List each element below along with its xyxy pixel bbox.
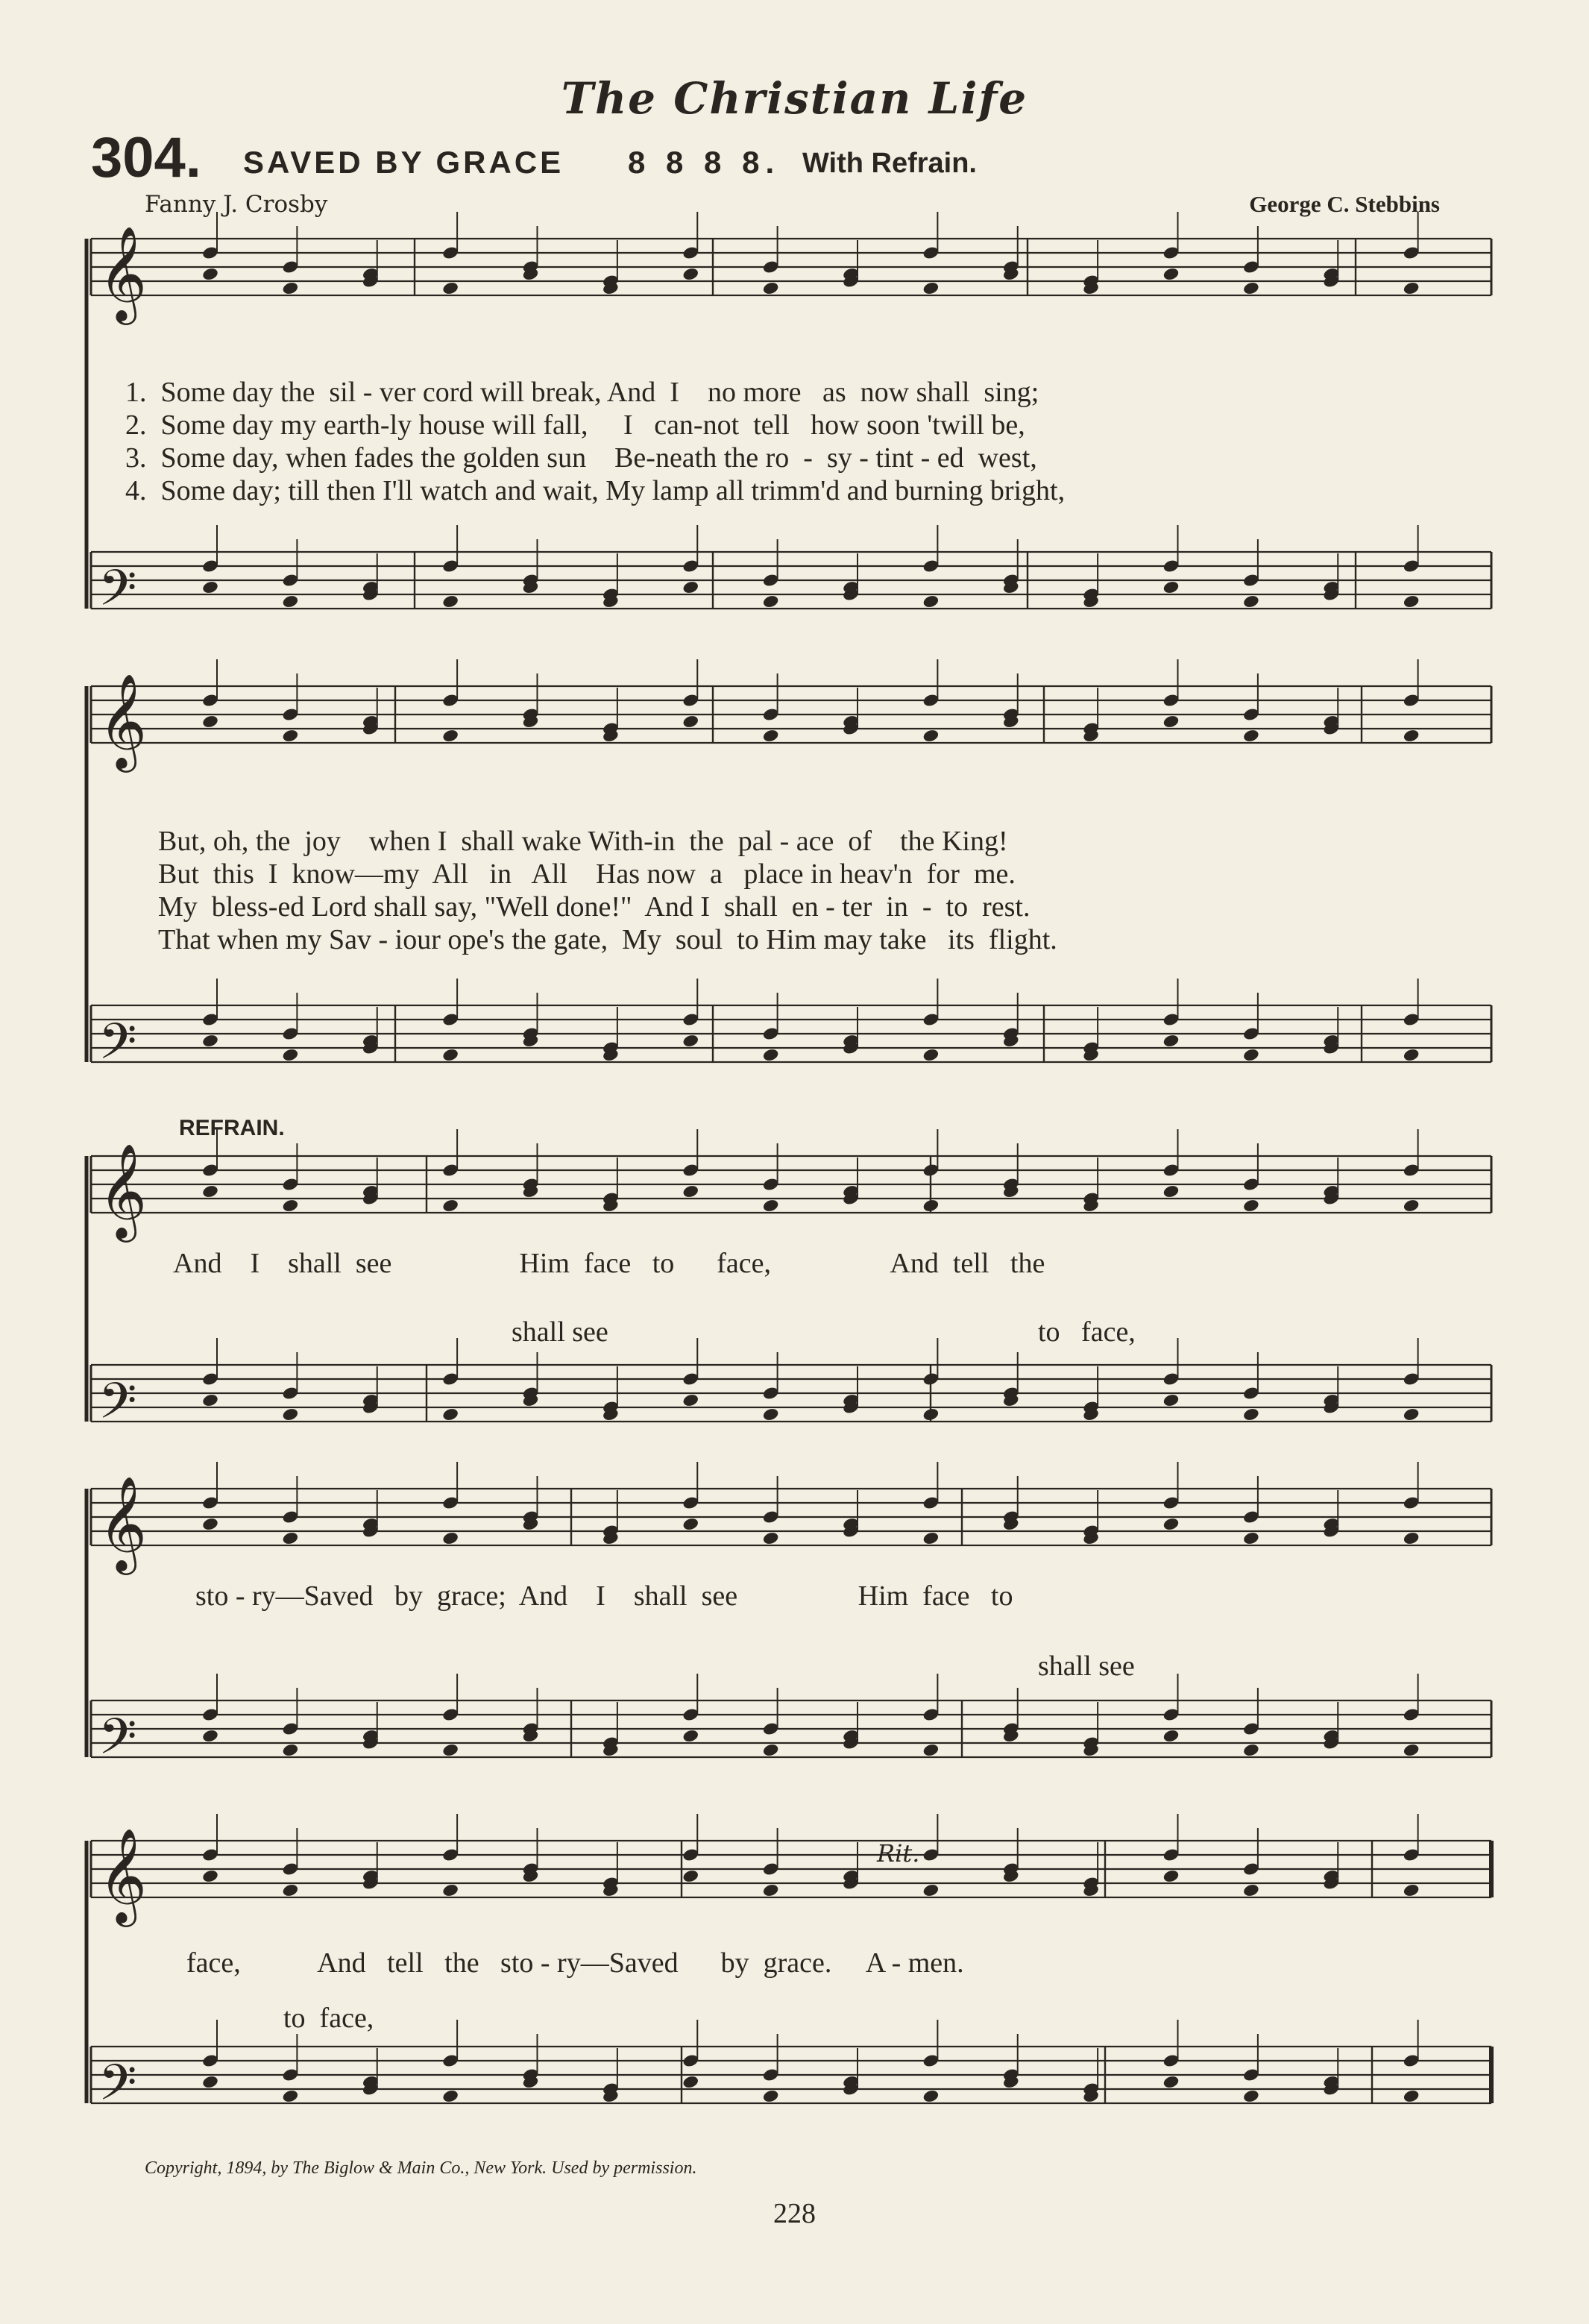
note-head bbox=[441, 594, 459, 609]
note-head bbox=[201, 2075, 219, 2090]
author-credit: Fanny J. Crosby bbox=[145, 191, 328, 218]
note-head bbox=[762, 281, 780, 296]
note-head bbox=[201, 1869, 219, 1884]
note-head bbox=[922, 1883, 940, 1898]
note-head bbox=[201, 1729, 219, 1744]
note-head bbox=[201, 580, 219, 595]
treble-clef-icon: 𝄞 bbox=[98, 1143, 148, 1238]
note-head bbox=[762, 1199, 780, 1213]
note-head bbox=[201, 1034, 219, 1049]
composer-credit: George C. Stebbins bbox=[1249, 191, 1440, 217]
note-head bbox=[1403, 729, 1420, 744]
note-head bbox=[1162, 1729, 1180, 1744]
note-head bbox=[282, 2089, 300, 2104]
note-head bbox=[922, 1407, 940, 1422]
note-head bbox=[762, 1743, 780, 1758]
note-head bbox=[1242, 281, 1260, 296]
note-head bbox=[922, 1743, 940, 1758]
note-head bbox=[1242, 1883, 1260, 1898]
bass-clef-icon: 𝄢 bbox=[98, 2054, 137, 2123]
verse-4-line-1: 4. Some day; till then I'll watch and wait, My lamp all trimm'd and burning bright, bbox=[125, 475, 1066, 506]
note-head bbox=[441, 281, 459, 296]
note-head bbox=[282, 1048, 300, 1063]
note-head bbox=[282, 1883, 300, 1898]
hymn-number: 304. bbox=[91, 126, 201, 189]
refrain-line-3: face, And tell the sto - ry—Saved by grace. A - men. bbox=[186, 1947, 964, 1979]
note-head bbox=[441, 1048, 459, 1063]
note-head bbox=[1242, 2089, 1260, 2104]
treble-clef-icon: 𝄞 bbox=[98, 1475, 148, 1571]
page-number: 228 bbox=[773, 2198, 816, 2229]
verse-1-line-1: 1. Some day the sil - ver cord will break, And I no more as now shall sing; bbox=[125, 377, 1039, 408]
refrain-bass-lyric-c: shall see bbox=[1038, 1651, 1135, 1682]
note-head bbox=[922, 1531, 940, 1546]
note-head bbox=[441, 1407, 459, 1422]
note-head bbox=[1242, 594, 1260, 609]
note-head bbox=[282, 729, 300, 744]
note-head bbox=[201, 1393, 219, 1408]
note-head bbox=[922, 1199, 940, 1213]
note-head bbox=[922, 2089, 940, 2104]
ritardando-marking: Rit. bbox=[877, 1839, 920, 1868]
hymn-meter: 8 8 8 8. bbox=[628, 145, 781, 180]
note-head bbox=[682, 267, 699, 282]
verse-1-line-2: But, oh, the joy when I shall wake With-in the pal - ace of the King! bbox=[158, 826, 1008, 857]
treble-clef-icon: 𝄞 bbox=[98, 673, 148, 768]
note-head bbox=[282, 1531, 300, 1546]
note-head bbox=[922, 1048, 940, 1063]
note-head bbox=[1403, 281, 1420, 296]
note-head bbox=[1162, 1869, 1180, 1884]
verse-2-line-2: But this I know—my All in All Has now a place in heav'n for me. bbox=[158, 858, 1016, 890]
note-head bbox=[682, 1517, 699, 1532]
refrain-bass-lyric-a: shall see bbox=[512, 1316, 608, 1348]
note-head bbox=[762, 1883, 780, 1898]
note-head bbox=[682, 2075, 699, 2090]
note-head bbox=[441, 1743, 459, 1758]
note-head bbox=[441, 2089, 459, 2104]
note-head bbox=[201, 1184, 219, 1199]
treble-clef-icon: 𝄞 bbox=[98, 1827, 148, 1923]
note-head bbox=[922, 281, 940, 296]
note-head bbox=[1403, 594, 1420, 609]
note-head bbox=[1242, 1048, 1260, 1063]
bass-clef-icon: 𝄢 bbox=[98, 1013, 137, 1082]
note-head bbox=[1403, 1199, 1420, 1213]
note-head bbox=[1403, 1743, 1420, 1758]
note-head bbox=[1403, 1883, 1420, 1898]
note-head bbox=[282, 1199, 300, 1213]
note-head bbox=[1242, 729, 1260, 744]
note-head bbox=[682, 1393, 699, 1408]
note-head bbox=[1162, 1393, 1180, 1408]
note-head bbox=[1242, 1743, 1260, 1758]
hymn-title: SAVED BY GRACE bbox=[243, 145, 564, 180]
hymn-refrain-note: With Refrain. bbox=[802, 148, 977, 179]
note-head bbox=[682, 1034, 699, 1049]
note-head bbox=[762, 1531, 780, 1546]
bass-clef-icon: 𝄢 bbox=[98, 1372, 137, 1442]
note-head bbox=[1403, 1407, 1420, 1422]
refrain-line-2: sto - ry—Saved by grace; And I shall see Him face to bbox=[195, 1580, 1013, 1612]
refrain-bass-lyric-b: to face, bbox=[1038, 1316, 1136, 1348]
note-head bbox=[682, 1729, 699, 1744]
note-head bbox=[1403, 1048, 1420, 1063]
note-head bbox=[441, 1531, 459, 1546]
bass-clef-icon: 𝄢 bbox=[98, 1708, 137, 1777]
note-head bbox=[201, 715, 219, 729]
note-head bbox=[762, 729, 780, 744]
note-head bbox=[1242, 1531, 1260, 1546]
note-head bbox=[441, 1883, 459, 1898]
note-head bbox=[441, 1199, 459, 1213]
refrain-bass-lyric-d: to face, bbox=[283, 2003, 374, 2034]
note-head bbox=[282, 281, 300, 296]
note-head bbox=[762, 1048, 780, 1063]
note-head bbox=[441, 729, 459, 744]
note-head bbox=[282, 594, 300, 609]
note-head bbox=[922, 594, 940, 609]
section-title: The Christian Life bbox=[561, 73, 1028, 124]
refrain-line-1: And I shall see Him face to face, And tell the bbox=[173, 1248, 1045, 1279]
bass-clef-icon: 𝄢 bbox=[98, 559, 137, 629]
verse-2-line-1: 2. Some day my earth-ly house will fall, I can-not tell how soon 'twill be, bbox=[125, 409, 1025, 441]
treble-clef-icon: 𝄞 bbox=[98, 225, 148, 321]
note-head bbox=[682, 580, 699, 595]
note-head bbox=[1162, 2075, 1180, 2090]
note-head bbox=[201, 1517, 219, 1532]
note-head bbox=[1162, 715, 1180, 729]
note-head bbox=[1162, 267, 1180, 282]
note-head bbox=[1242, 1407, 1260, 1422]
note-head bbox=[682, 1184, 699, 1199]
note-head bbox=[682, 715, 699, 729]
note-head bbox=[1162, 1184, 1180, 1199]
verse-3-line-1: 3. Some day, when fades the golden sun Be-neath the ro - sy - tint - ed west, bbox=[125, 442, 1037, 474]
note-head bbox=[1162, 580, 1180, 595]
copyright-notice: Copyright, 1894, by The Biglow & Main Co., New York. Used by permission. bbox=[145, 2158, 697, 2178]
note-head bbox=[1403, 1531, 1420, 1546]
verse-4-line-2: That when my Sav - iour ope's the gate, My soul to Him may take its flight. bbox=[158, 924, 1057, 955]
note-head bbox=[1162, 1034, 1180, 1049]
note-head bbox=[1162, 1517, 1180, 1532]
note-head bbox=[762, 594, 780, 609]
note-head bbox=[922, 729, 940, 744]
verse-3-line-2: My bless-ed Lord shall say, "Well done!" And I shall en - ter in - to rest. bbox=[158, 891, 1031, 923]
note-head bbox=[682, 1869, 699, 1884]
note-head bbox=[282, 1743, 300, 1758]
note-head bbox=[282, 1407, 300, 1422]
note-head bbox=[762, 2089, 780, 2104]
refrain-label: REFRAIN. bbox=[179, 1116, 285, 1140]
note-head bbox=[762, 1407, 780, 1422]
note-head bbox=[201, 267, 219, 282]
note-head bbox=[1403, 2089, 1420, 2104]
note-head bbox=[1242, 1199, 1260, 1213]
